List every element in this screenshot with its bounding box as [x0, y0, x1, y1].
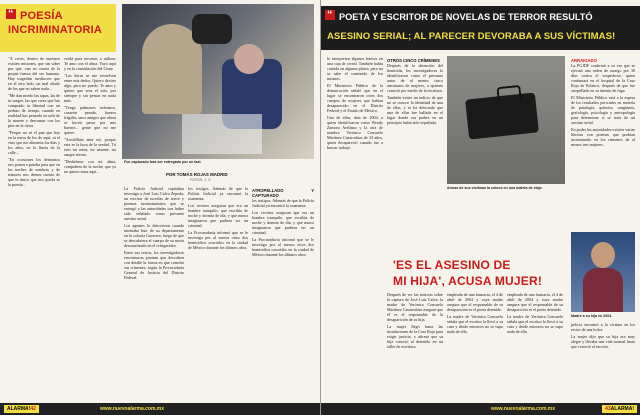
- stretcher: [182, 114, 262, 154]
- left-brand: ALARMA!42: [4, 405, 39, 413]
- paragraph: los testigos. Además de que la Policía Judicial ya encontró la osamenta.: [188, 186, 248, 201]
- suitcase-handle: [496, 85, 521, 101]
- right-col-5: [447, 292, 503, 394]
- quote-mark-icon: “: [6, 9, 16, 19]
- left-col-5: [252, 186, 314, 394]
- mother-body: [583, 268, 623, 312]
- paragraph: Los agentes lo detuvieron cuando intentaba huir de su departamento en la colonia Guerrero, luego de que se descubriera el cuerpo de su novia descuartizado en el refrigerador.: [124, 223, 184, 248]
- mother-photo: [571, 232, 635, 312]
- photo-caption: Fue capturado tras ser entregado por un taxi.: [124, 160, 202, 164]
- paragraph: "Las letras se me revuelven entre mis dedos. Quiero decirte algo, pero no puedo. Te amo y quiero que seas el mío, por siempre y sin pensar en nada más.: [64, 73, 116, 103]
- col5-body: [252, 198, 314, 257]
- paragraph: Entre sus textos, los investigadores encontraron poemas que describen con detalle la forma en que cometía sus crímenes, según la Procuraduría General de Justicia del Distrito Federal.: [124, 250, 184, 280]
- byline: POR TOMÁS ROJAS MADRID: [166, 172, 228, 177]
- right-col-1: [327, 56, 383, 394]
- paragraph: La madre de Verónica Consuelo señala que el escritor la llevó a su casa y desde entonces no se supo nada de ella.: [447, 314, 503, 334]
- col6r-body: [507, 292, 563, 334]
- right-footer: [321, 403, 640, 415]
- paragraph: los testigos. Además de que la Policía Judicial ya encontró la osamenta.: [252, 198, 314, 208]
- otros-crimenes: OTROS CINCO CRÍMENES: [387, 58, 440, 63]
- subhead: ATROPELLADO Y CAPTURADO: [252, 188, 314, 198]
- article-title-line2: INCRIMINATORIA: [8, 24, 103, 36]
- suitcase-photo: [447, 56, 565, 184]
- right-col-7: [571, 322, 635, 394]
- paragraph: El Ministerio Público está a la espera de los resultados periciales en materia de patología, química, sangüinea, grafología, psicología y antropología para determinar si se trata de un asesino serial.: [571, 95, 635, 125]
- left-footer: [0, 403, 320, 415]
- paragraph: "Deshiérme con mi alma, compañera de la noche, que ya no quiero estar aquí...: [64, 159, 116, 174]
- paragraph: La madre de Verónica Consuelo señala que el escritor la llevó a su casa y desde entonces no se supo nada de ella.: [507, 314, 563, 334]
- col3-body: [571, 63, 635, 147]
- main-headline-line2: ASESINO SERIAL; AL PARECER DEVORABA A SUS VÍCTIMAS!: [327, 31, 616, 42]
- left-url[interactable]: www.nuevoalarma.com.mx: [100, 406, 165, 412]
- suspect-head: [234, 44, 264, 74]
- paragraph: empleada de una farmacia, el 4 de abril de 2004 y cuya madre asegura que el responsable de su desaparición es el poeta detenido.: [447, 292, 503, 312]
- right-col-3: [571, 56, 635, 256]
- col4-body: [188, 186, 248, 250]
- quote-headline-line1: 'ES EL ASESINO DE: [393, 258, 511, 272]
- paragraph: Una de ellas, data de 2004, a quien identificaron como Wendy Zamora Arellano y la otra de nombre Verónica Consuelo Martínez Casarrubias de 32 años, quien desapareció cuando fue a buscar trabajo.: [327, 115, 383, 150]
- byline-photos: FOTOS: J. V.: [190, 178, 212, 182]
- paragraph: La PGJDF confirmó a su vez que se ejecutó una orden de arraigo por 30 días contra el sospechoso, quien continuará en el hospital de la Cruz Roja de Polanco, después de que fue atropellado en su intento de fuga.: [571, 63, 635, 93]
- paragraph: "Me dan miedo las tapas, las de tu sangre, las que crees que has comprado tu libertad con un pedazo de tiempo, cuando en realidad has pensado en salir de la muerte y descansar con los pies en la tierra.: [8, 93, 60, 128]
- col2-body: [387, 63, 443, 125]
- paragraph: "A veces, dentro de nuestros existen misiones, que sin saber por qué, van en contra de la propia fuerza del ser humano. Hay tragedias mediocres que en el otro lado, un mal aliado de los que no saben nada...: [8, 56, 60, 91]
- left-col-4: [188, 186, 248, 394]
- right-col-6: [507, 292, 563, 394]
- officer-cap: [192, 14, 232, 44]
- left-col-3: [124, 186, 184, 394]
- paragraph: "En ocasiones los demonios nos ponen a prueba para que en las noches de sombras y de temores nos demos cuenta de que lo único que nos queda es la poesía...: [8, 157, 60, 187]
- paragraph: En poder las autoridades existen varias libretas con poemas que podrían incriminarlo en los crímenes de al menos tres mujeres.: [571, 127, 635, 147]
- paragraph: La mujer dijo que su hija era muy alegre y llevaba una vida normal hasta que conoció al escritor.: [571, 334, 635, 349]
- right-url[interactable]: www.nuevoalarma.com.mx: [491, 406, 556, 412]
- paragraph: verdá para nosotras a utilizar. Te amo con el alma. Yayo aquí y en la constelación del Cisne.: [64, 56, 116, 71]
- col4r-body: [387, 292, 443, 349]
- right-page: [320, 0, 640, 415]
- quote-headline-line2: MI HIJA', ACUSA MUJER!: [393, 274, 543, 288]
- paragraph: Los vecinos aseguran que era un hombre tranquilo, que escribía de noche y dormía de día, y que nunca imaginaron que pudiera ser un criminal.: [252, 210, 314, 235]
- left-col-2: [64, 56, 116, 394]
- right-brand: 43ALARMA!: [602, 405, 637, 413]
- paragraph: Después de ver las noticias sobre la captura de José Luis Calva, la madre de Verónica Consuelo Martínez Casarrubias aseguró que él es el responsable de la desaparición de su hija.: [387, 292, 443, 322]
- paragraph: Después de la detención del homicida, los investigadores lo identificaron como el presunto autor de al menos cinco asesinatos de mujeres, a quienes conoció por medio de la escritura.: [387, 63, 443, 93]
- paragraph: La Procuraduría informó que se le investiga por al menos otros dos homicidios ocurridos en la ciudad de México durante los últimos años.: [252, 237, 314, 257]
- paragraph: lo interpreten algunos huesos en una caja de cereal. También había comida en algunas platos, pero no se sabe el contenido de los mismos.: [327, 56, 383, 81]
- left-col-1: [8, 56, 60, 394]
- paragraph: El Ministerio Público de la demarcación señaló que en el lugar se encontraron otros dos cuerpos de mujeres que habían desaparecido en el Distrito Federal y el Estado de México.: [327, 83, 383, 113]
- paragraph: La Policía Judicial capitalina investiga a José Luis Calva Zepeda, un escritor de novelas de terror y poemas incriminatorios que se entregó a las autoridades tras haber sido señalado como presunto asesino serial.: [124, 186, 184, 221]
- paragraph: "Perque no sé el pan que hay en la mesa de los de aquí, ni el vino que me alimenta los días y los años, en la lluvia de la calle...: [8, 130, 60, 155]
- quote-mark-icon-right: “: [325, 10, 335, 20]
- paragraph: "Tengo pulmones enfermos, corazón pesado, huesos frágiles, unos amigos que ahora se hacen pasar por mis buenos... gente que no me quiere.: [64, 105, 116, 135]
- paragraph: policía encontró a la víctima en los restos de una bolsa.: [571, 322, 635, 332]
- right-col-2: [387, 56, 443, 256]
- paragraph: "Arrodíllate ante mí, porque esta es la hora de la verdad. Tú eres mi reina, mi amante, mi sangre eterna.: [64, 137, 116, 157]
- mother-face: [591, 242, 615, 268]
- paragraph: La Procuraduría informó que se le investiga por al menos otros dos homicidios ocurridos en la ciudad de México durante los últimos años.: [188, 230, 248, 250]
- arrest-photo: [122, 4, 314, 159]
- paragraph: empleada de una farmacia, el 4 de abril de 2004 y cuya madre asegura que el responsable de su desaparición es el poeta detenido.: [507, 292, 563, 312]
- paragraph: La mujer llegó hasta las instalaciones de la Cruz Roja para exigir justicia, y afirmó que su hija conoció al detenido en un taller de escritura.: [387, 324, 443, 349]
- right-col-4: [387, 292, 443, 394]
- col1-body: [327, 56, 383, 150]
- paragraph: Los vecinos aseguran que era un hombre tranquilo, que escribía de noche y dormía de día, y que nunca imaginaron que pudiera ser un criminal.: [188, 203, 248, 228]
- article-title-line1: POESÍA: [20, 10, 63, 22]
- suitcase-caption: Armas de sus víctimas la colocó en una maleta de viaje.: [447, 186, 543, 190]
- col5r-body: [447, 292, 503, 334]
- paragraph: También existe un indicio de que no se conoce la identidad de una de ellas, y se ha detectado que una de ellas fue hallada en el lugar donde sus padres en un principio había sido sepultada.: [387, 95, 443, 125]
- main-headline-line1: POETA Y ESCRITOR DE NOVELAS DE TERROR RESULTÓ: [339, 12, 593, 22]
- mother-caption: Madre a su hija en 2004.: [571, 314, 613, 318]
- col7r-body: [571, 322, 635, 349]
- arraigado-label: ARRAIGADO: [571, 58, 597, 63]
